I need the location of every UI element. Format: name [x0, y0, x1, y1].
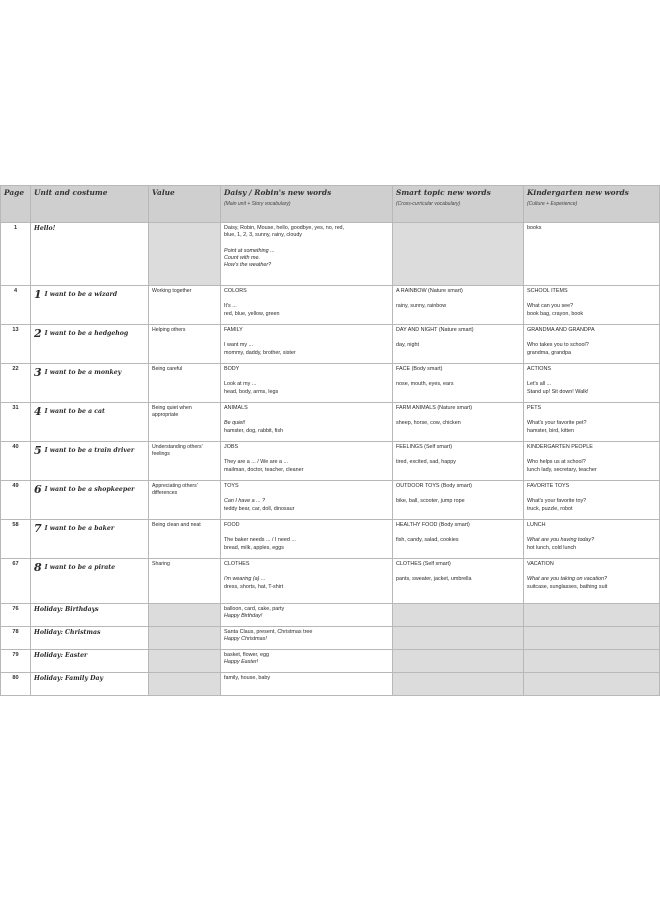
daisy-phrase: I'm wearing (a) ... [224, 576, 266, 583]
daisy-cell [221, 442, 393, 481]
value-cell: Understanding others' feelings [149, 442, 221, 481]
value-cell [149, 673, 221, 696]
smart-cell [393, 364, 524, 403]
kinder-words: book bag, crayon, book [527, 310, 584, 317]
daisy-phrase: Look at my ... [224, 381, 257, 388]
page-number: 13 [1, 325, 31, 364]
unit-title: Hello! [34, 225, 56, 232]
table-row [1, 481, 660, 520]
daisy-topic: BODY [224, 366, 240, 372]
smart-topic: FEELINGS (Self smart) [396, 444, 453, 450]
unit-cell [31, 364, 149, 403]
daisy-phrase: They are a ... / We are a ... [224, 459, 289, 466]
daisy-cell [221, 403, 393, 442]
unit-title: I want to be a cat [44, 408, 105, 416]
unit-cell [31, 627, 149, 650]
syllabus-sheet [0, 185, 659, 696]
page-number: 80 [1, 673, 31, 696]
unit-number: 1 [34, 288, 42, 301]
header-page: Page [1, 186, 31, 223]
unit-cell [31, 286, 149, 325]
kinder-phrase: Who helps us at school? [527, 459, 586, 466]
page-number: 31 [1, 403, 31, 442]
holiday-row [1, 650, 660, 673]
kinder-topic: KINDERGARTEN PEOPLE [527, 444, 593, 450]
value-cell: Being quiet when appropriate [149, 403, 221, 442]
smart-words: tired, excited, sad, happy [396, 459, 456, 466]
kinder-phrase: What are you having today? [527, 537, 595, 544]
kinder-cell [524, 286, 660, 325]
holiday-row [1, 673, 660, 696]
holiday-title: Holiday: Birthdays [34, 606, 99, 613]
kinder-cell [524, 325, 660, 364]
table-row [1, 520, 660, 559]
table-row [1, 364, 660, 403]
kinder-phrase: What can you see? [527, 303, 574, 310]
value-cell [149, 650, 221, 673]
unit-cell [31, 559, 149, 604]
daisy-cell [221, 673, 393, 696]
unit-cell [31, 481, 149, 520]
holiday-phrase: Happy Easter! [224, 659, 259, 666]
holiday-title: Holiday: Easter [34, 652, 88, 659]
page-number: 1 [1, 223, 31, 286]
unit-cell [31, 223, 149, 286]
daisy-words: blue, 1, 2, 3, sunny, rainy, cloudy [224, 232, 303, 239]
kinder-cell [524, 627, 660, 650]
daisy-phrase: It's ... [224, 303, 237, 310]
unit-cell [31, 403, 149, 442]
kinder-cell [524, 442, 660, 481]
smart-topic: FACE (Body smart) [396, 366, 443, 372]
value-cell [149, 627, 221, 650]
daisy-topic: COLORS [224, 288, 247, 294]
daisy-words: Daisy, Robin, Mouse, hello, goodbye, yes, no, red, [224, 225, 345, 231]
smart-topic: OUTDOOR TOYS (Body smart) [396, 483, 472, 489]
kinder-words: suitcase, sunglasses, bathing suit [527, 583, 608, 590]
daisy-phrase: The baker needs ... / I need ... [224, 537, 296, 544]
unit-title: I want to be a hedgehog [44, 330, 129, 338]
page-number: 22 [1, 364, 31, 403]
daisy-cell [221, 223, 393, 286]
holiday-phrase: Happy Birthday! [224, 613, 263, 620]
value-cell [149, 223, 221, 286]
smart-cell [393, 481, 524, 520]
kinder-phrase: What's your favorite toy? [527, 498, 587, 505]
unit-number: 4 [34, 405, 42, 418]
value-cell: Being clean and neat [149, 520, 221, 559]
page-number: 58 [1, 520, 31, 559]
daisy-topic: TOYS [224, 483, 239, 489]
smart-cell [393, 520, 524, 559]
table-row [1, 442, 660, 481]
smart-topic: FARM ANIMALS (Nature smart) [396, 405, 473, 411]
unit-cell [31, 325, 149, 364]
holiday-row [1, 604, 660, 627]
daisy-phrase: Be quiet! [224, 420, 246, 427]
holiday-row [1, 627, 660, 650]
daisy-cell [221, 364, 393, 403]
table-row [1, 223, 660, 286]
kinder-words: grandma, grandpa [527, 349, 572, 356]
kinder-topic: PETS [527, 405, 542, 411]
unit-cell [31, 604, 149, 627]
unit-title: I want to be a shopkeeper [44, 486, 135, 494]
smart-topic: DAY AND NIGHT (Nature smart) [396, 327, 474, 333]
kinder-cell [524, 604, 660, 627]
daisy-phrase: Can I have a ... ? [224, 498, 266, 505]
daisy-cell [221, 559, 393, 604]
smart-words: bike, ball, scooter, jump rope [396, 498, 465, 505]
unit-number: 5 [34, 444, 42, 457]
smart-words: rainy, sunny, rainbow [396, 303, 447, 310]
value-cell [149, 604, 221, 627]
value-cell: Working together [149, 286, 221, 325]
kinder-phrase: What are you taking on vacation? [527, 576, 608, 583]
daisy-topic: ANIMALS [224, 405, 248, 411]
daisy-topic: FAMILY [224, 327, 243, 333]
page-number: 40 [1, 442, 31, 481]
daisy-words: red, blue, yellow, green [224, 310, 280, 317]
unit-cell [31, 442, 149, 481]
unit-number: 3 [34, 366, 42, 379]
kinder-phrase: Who takes you to school? [527, 342, 589, 349]
smart-topic: A RAINBOW (Nature smart) [396, 288, 463, 294]
kinder-topic: ACTIONS [527, 366, 551, 372]
holiday-title: Holiday: Christmas [34, 629, 101, 636]
daisy-words: bread, milk, apples, eggs [224, 544, 284, 551]
smart-cell [393, 286, 524, 325]
page-number: 67 [1, 559, 31, 604]
kinder-cell [524, 650, 660, 673]
smart-words: pants, sweater, jacket, umbrella [396, 576, 472, 583]
smart-cell [393, 403, 524, 442]
kinder-topic: FAVORITE TOYS [527, 483, 570, 489]
header-daisy: Daisy / Robin's new words (Main unit + Story vocabulary) [221, 186, 393, 223]
table-row [1, 325, 660, 364]
kinder-cell [524, 559, 660, 604]
smart-words: nose, mouth, eyes, ears [396, 381, 454, 388]
daisy-topic: FOOD [224, 522, 240, 528]
value-cell: Being careful [149, 364, 221, 403]
unit-number: 6 [34, 483, 42, 496]
kinder-words: lunch lady, secretary, teacher [527, 466, 597, 473]
smart-cell [393, 604, 524, 627]
kinder-phrase: What's your favorite pet? [527, 420, 587, 427]
unit-number: 7 [34, 522, 42, 535]
daisy-cell [221, 650, 393, 673]
unit-title: I want to be a wizard [44, 291, 118, 299]
value-cell: Sharing [149, 559, 221, 604]
page-number: 79 [1, 650, 31, 673]
daisy-cell [221, 325, 393, 364]
daisy-words: mommy, daddy, brother, sister [224, 349, 296, 356]
daisy-cell [221, 604, 393, 627]
daisy-phrase: I want my ... [224, 342, 254, 349]
smart-words: day, night [396, 342, 419, 349]
daisy-words: head, body, arms, legs [224, 388, 279, 395]
holiday-words: family, house, baby [224, 675, 271, 681]
kinder-topic: VACATION [527, 561, 554, 567]
daisy-words: hamster, dog, rabbit, fish [224, 427, 284, 434]
table-row [1, 286, 660, 325]
page-number: 49 [1, 481, 31, 520]
daisy-words: dress, shorts, hat, T-shirt [224, 583, 284, 590]
page-number: 78 [1, 627, 31, 650]
unit-title: I want to be a baker [44, 525, 115, 533]
kinder-topic: LUNCH [527, 522, 546, 528]
daisy-phrase: Count with me. [224, 254, 260, 261]
daisy-cell [221, 481, 393, 520]
header-unit: Unit and costume [31, 186, 149, 223]
header-row [1, 186, 660, 223]
unit-title: I want to be a pirate [44, 564, 116, 572]
unit-cell [31, 650, 149, 673]
kinder-cell [524, 481, 660, 520]
kinder-cell [524, 223, 660, 286]
smart-cell [393, 223, 524, 286]
daisy-cell [221, 520, 393, 559]
smart-words: fish, candy, salad, cookies [396, 537, 459, 544]
kinder-words: truck, puzzle, robot [527, 505, 573, 512]
kinder-words: Stand up! Sit down! Walk! [527, 388, 589, 395]
kinder-topic: SCHOOL ITEMS [527, 288, 568, 294]
table-row [1, 403, 660, 442]
holiday-phrase: Happy Christmas! [224, 636, 267, 643]
table-row [1, 559, 660, 604]
unit-number: 2 [34, 327, 42, 340]
header-kinder: Kindergarten new words (Culture + Experience) [524, 186, 660, 223]
unit-cell [31, 520, 149, 559]
daisy-phrase: How's the weather? [224, 262, 272, 269]
kinder-phrase: Let's all ... [527, 381, 552, 388]
kinder-cell [524, 673, 660, 696]
smart-topic: HEALTHY FOOD (Body smart) [396, 522, 470, 528]
kinder-words: hamster, bird, kitten [527, 427, 575, 434]
kinder-words: books [527, 225, 542, 231]
holiday-title: Holiday: Family Day [34, 675, 104, 682]
holiday-words: Santa Claus, present, Christmas tree [224, 629, 313, 635]
holiday-words: balloon, card, cake, party [224, 606, 285, 612]
holiday-words: basket, flower, egg [224, 652, 269, 658]
smart-topic: CLOTHES (Self smart) [396, 561, 451, 567]
kinder-words: hot lunch, cold lunch [527, 544, 577, 551]
smart-cell [393, 627, 524, 650]
kinder-cell [524, 520, 660, 559]
header-smart: Smart topic new words (Cross-curricular vocabulary) [393, 186, 524, 223]
unit-title: I want to be a train driver [44, 447, 135, 455]
daisy-topic: JOBS [224, 444, 239, 450]
kinder-topic: GRANDMA AND GRANDPA [527, 327, 595, 333]
unit-title: I want to be a monkey [44, 369, 122, 377]
unit-number: 8 [34, 561, 42, 574]
daisy-words: teddy bear, car, doll, dinosaur [224, 505, 295, 512]
smart-cell [393, 325, 524, 364]
daisy-words: mailman, doctor, teacher, cleaner [224, 466, 304, 473]
daisy-cell [221, 286, 393, 325]
syllabus-table [0, 185, 660, 696]
smart-cell [393, 442, 524, 481]
daisy-cell [221, 627, 393, 650]
smart-words: sheep, horse, cow, chicken [396, 420, 461, 427]
smart-cell [393, 673, 524, 696]
kinder-cell [524, 403, 660, 442]
smart-cell [393, 650, 524, 673]
smart-cell [393, 559, 524, 604]
value-cell: Appreciating others' differences [149, 481, 221, 520]
kinder-cell [524, 364, 660, 403]
daisy-topic: CLOTHES [224, 561, 250, 567]
daisy-phrase: Point at something ... [224, 247, 275, 254]
value-cell: Helping others [149, 325, 221, 364]
page-number: 4 [1, 286, 31, 325]
header-value: Value [149, 186, 221, 223]
unit-cell [31, 673, 149, 696]
page-number: 76 [1, 604, 31, 627]
